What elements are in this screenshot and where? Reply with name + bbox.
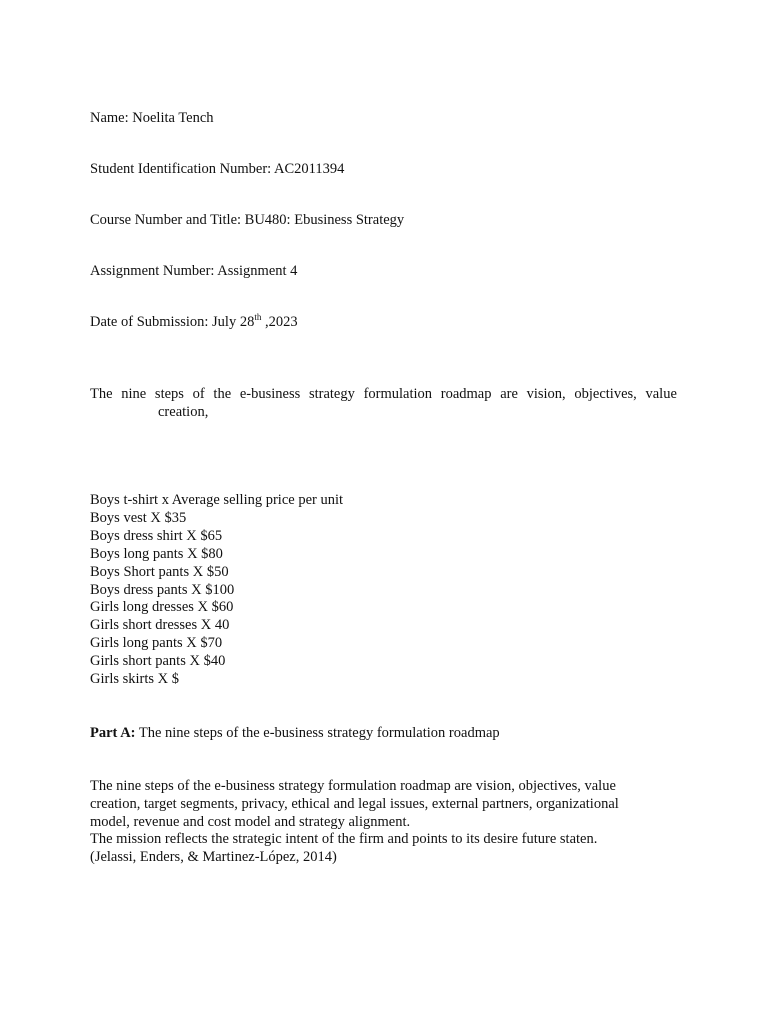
course-title: Course Number and Title: BU480: Ebusiness Strategy: [90, 212, 405, 228]
submission-date: [90, 313, 298, 331]
intro-word: strategy: [308, 386, 355, 402]
intro-word: nine: [121, 386, 147, 402]
student-id: Student Identification Number: AC2011394: [90, 161, 345, 177]
intro-word: the: [213, 386, 232, 402]
list-item: Boys long pants X $80: [90, 545, 223, 562]
date-prefix: Date of Submission: July 28: [90, 314, 255, 330]
intro-word: of: [192, 386, 205, 402]
part-a-heading: [90, 724, 500, 742]
student-name: Name: Noelita Tench: [90, 110, 214, 126]
paragraph-line: model, revenue and cost model and strategy alignment.: [90, 813, 411, 830]
intro-word: value: [645, 386, 677, 402]
intro-paragraph: [90, 385, 677, 421]
date-ordinal-suffix: th: [254, 312, 262, 323]
list-item: Girls short dresses X 40: [90, 617, 230, 634]
intro-line-2: creation,: [158, 404, 209, 420]
intro-word: e-business: [239, 386, 301, 402]
list-item: Boys dress pants X $100: [90, 581, 235, 598]
list-item: Boys dress shirt X $65: [90, 527, 223, 544]
intro-word: objectives,: [574, 386, 637, 402]
intro-word: are: [500, 386, 518, 402]
product-price-list: [90, 492, 343, 689]
body-paragraph: [90, 778, 619, 867]
list-item: Boys Short pants X $50: [90, 563, 229, 580]
list-item: Boys vest X $35: [90, 509, 187, 526]
paragraph-line: (Jelassi, Enders, & Martinez-López, 2014): [90, 849, 337, 866]
list-item: Boys t-shirt x Average selling price per unit: [90, 492, 344, 508]
list-item: Girls long dresses X $60: [90, 599, 234, 616]
intro-word: vision,: [526, 386, 566, 402]
date-year: ,2023: [261, 314, 298, 330]
part-a-title: The nine steps of the e-business strategy formulation roadmap: [135, 725, 500, 741]
list-item: Girls skirts X $: [90, 671, 180, 688]
list-item: Girls long pants X $70: [90, 635, 223, 652]
part-a-label: Part A:: [90, 725, 136, 741]
intro-line-1: [90, 385, 677, 403]
intro-word: roadmap: [440, 386, 492, 402]
assignment-number: Assignment Number: Assignment 4: [90, 263, 298, 279]
paragraph-line: The mission reflects the strategic intent of the firm and points to its desire future staten.: [90, 831, 598, 848]
paragraph-line: creation, target segments, privacy, ethical and legal issues, external partners, organizational: [90, 795, 619, 812]
intro-word: steps: [154, 386, 184, 402]
paragraph-line: The nine steps of the e-business strategy formulation roadmap are vision, objectives, value: [90, 778, 616, 794]
intro-word: The: [90, 386, 113, 402]
intro-word: formulation: [363, 386, 433, 402]
list-item: Girls short pants X $40: [90, 653, 226, 670]
